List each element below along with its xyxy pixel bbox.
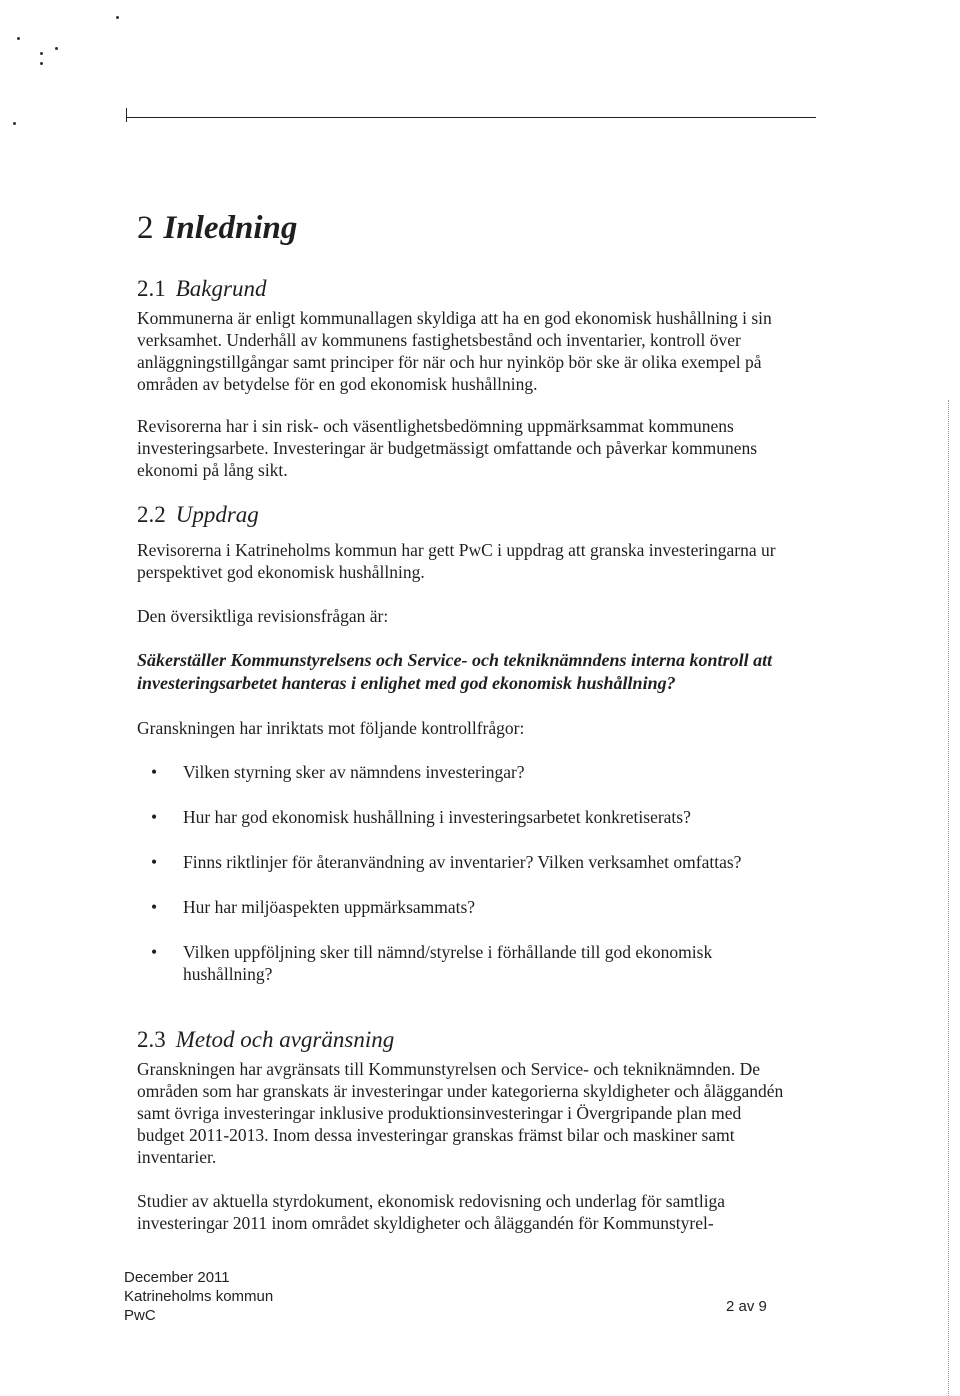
list-item-text: Finns riktlinjer för återanvändning av inventarier? Vilken verksamhet omfattas? (183, 852, 742, 872)
section-title: Bakgrund (175, 276, 267, 301)
scan-speck (40, 52, 43, 55)
scan-speck (13, 122, 16, 125)
paragraph: Granskningen har inriktats mot följande kontrollfrågor: (137, 718, 525, 738)
control-question-list (137, 761, 787, 985)
footer-date: December 2011 (124, 1269, 230, 1286)
section-heading-uppdrag (137, 497, 787, 533)
page-footer (124, 1268, 273, 1325)
paragraph: Revisorerna i Katrineholms kommun har gett PwC i uppdrag att granska investeringarna ur perspektivet god ekonomisk hushållning. (137, 540, 776, 582)
list-item-text: Hur har miljöaspekten uppmärksammats? (183, 897, 476, 917)
bullet-icon: • (151, 897, 158, 917)
footer-company: PwC (124, 1307, 156, 1324)
list-item-text: Vilken styrning sker av nämndens investeringar? (183, 762, 525, 782)
paragraph: Den översiktliga revisionsfrågan är: (137, 606, 389, 626)
section-heading-metod (137, 1022, 787, 1058)
list-item (137, 851, 787, 873)
main-content (137, 205, 787, 1234)
bullet-icon: • (151, 852, 158, 872)
scan-speck (17, 37, 20, 40)
chapter-number: 2 (137, 210, 154, 246)
chapter-heading (137, 205, 787, 251)
bullet-icon: • (151, 762, 158, 782)
list-item (137, 941, 787, 985)
page-edge-line (948, 400, 949, 1396)
section-heading-bakgrund (137, 271, 787, 307)
scan-speck (55, 47, 58, 50)
chapter-title: Inledning (163, 210, 298, 246)
header-rule-tick (126, 108, 127, 122)
paragraph: Granskningen har avgränsats till Kommunstyrelsen och Service- och tekniknämnden. De områden som har granskats är investeringar under kategorierna skyldigheter och åläggandén samt övriga investeringar inklusive produktionsinvesteringar i Övergripande plan med budget 2011-2013. Inom dessa investeringar granskas främst bilar och maskiner samt inventarier. (137, 1059, 784, 1167)
bullet-icon: • (151, 942, 158, 962)
list-item-text: Vilken uppföljning sker till nämnd/styrelse i förhållande till god ekonomisk hushållning? (183, 942, 713, 984)
section-number: 2.1 (137, 276, 166, 301)
section-number: 2.3 (137, 1027, 166, 1052)
section-title: Uppdrag (175, 502, 259, 527)
page-number: 2 av 9 (726, 1298, 767, 1315)
list-item (137, 896, 787, 918)
paragraph: Revisorerna har i sin risk- och väsentlighetsbedömning uppmärksammat kommunens investeringsarbete. Investeringar är budgetmässigt omfattande och påverkar kommunens ekonomi på lång sikt. (137, 416, 758, 480)
paragraph: Studier av aktuella styrdokument, ekonomisk redovisning och underlag för samtliga investeringar 2011 inom området skyldigheter och åläggandén för Kommunstyrel- (137, 1191, 726, 1233)
main-question: Säkerställer Kommunstyrelsens och Service- och tekniknämndens interna kontroll att investeringsarbetet hanteras i enlighet med god ekonomisk hushållning? (137, 650, 773, 693)
list-item (137, 806, 787, 828)
section-title: Metod och avgränsning (175, 1027, 395, 1052)
scan-speck (116, 16, 119, 19)
list-item (137, 761, 787, 783)
footer-organization: Katrineholms kommun (124, 1288, 274, 1305)
scan-speck (40, 62, 43, 65)
list-item-text: Hur har god ekonomisk hushållning i investeringsarbetet konkretiserats? (183, 807, 691, 827)
section-number: 2.2 (137, 502, 166, 527)
paragraph: Kommunerna är enligt kommunallagen skyldiga att ha en god ekonomisk hushållning i sin verksamhet. Underhåll av kommunens fastighetsbestånd och inventarier, kontroll över anläggningstillgångar samt principer för när och hur nyinköp bör ske är olika exempel på områden av betydelse för en god ekonomisk hushållning. (137, 308, 772, 394)
header-rule (126, 117, 816, 118)
bullet-icon: • (151, 807, 158, 827)
